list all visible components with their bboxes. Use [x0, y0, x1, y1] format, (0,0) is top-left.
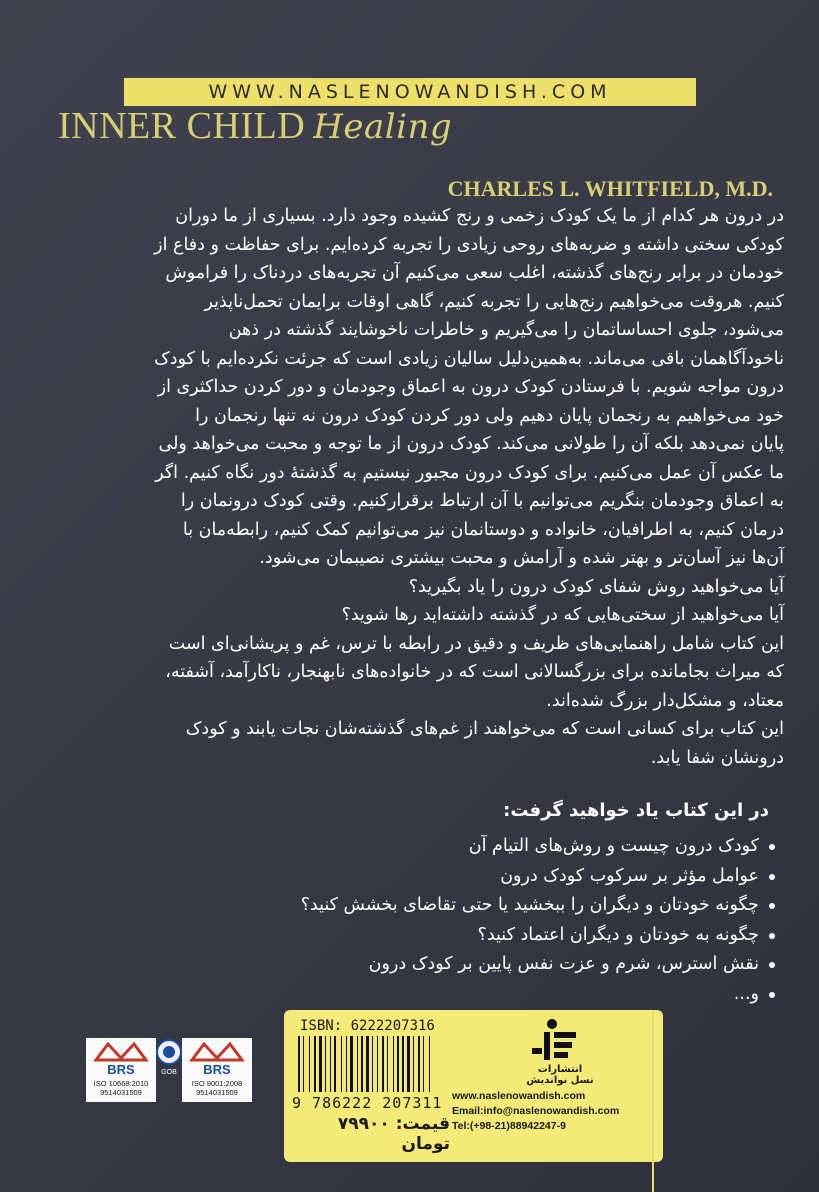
barcode-bar	[361, 1036, 363, 1092]
barcode-bar	[350, 1036, 353, 1092]
title-main: INNER CHILD	[58, 105, 306, 147]
list-item: عوامل مؤثر بر سرکوب کودک درون	[177, 862, 777, 892]
barcode-bar	[429, 1036, 430, 1092]
website-banner: WWW.NASLENOWANDISH.COM	[124, 78, 696, 106]
blurb-line: کنیم. هروقت می‌خواهیم رنج‌هایی را تجربه کنیم، گاهی اوقات برایمان تحمل‌ناپذیر	[204, 291, 784, 312]
brs-logo-icon	[86, 1038, 156, 1078]
badge-standard: ISO 9001:2008	[191, 1079, 243, 1088]
blurb-line: خودمان در برابر رنج‌های گذشته، اغلب سعی می‌کنیم آن تجربه‌های دردناک را فراموش	[165, 263, 784, 283]
barcode	[298, 1036, 448, 1092]
list-item: چگونه خودتان و دیگران را ببخشید یا حتی تقاضای بخشش کنید؟	[177, 891, 777, 921]
publisher-website: www.naslenowandish.com	[452, 1090, 586, 1102]
gob-label: GOB	[161, 1069, 177, 1076]
brs-logo-icon	[182, 1038, 252, 1078]
price-label: قیمت: ۷۹۹۰۰ تومان	[337, 1114, 450, 1154]
barcode-bar	[395, 1036, 396, 1092]
barcode-bar	[400, 1036, 401, 1092]
barcode-bar	[330, 1036, 331, 1092]
barcode-bar	[393, 1036, 394, 1092]
blurb-line: ناخودآگاهمان باقی می‌ماند. به‌همین‌دلیل سالیان زیادی است که جرئت نکرده‌ایم با کودک	[154, 348, 784, 369]
list-item: و...	[177, 980, 777, 1010]
brs-iso-badge-right	[182, 1038, 252, 1102]
publisher-email: Email:info@naslenowandish.com	[452, 1105, 620, 1117]
barcode-bar	[317, 1036, 318, 1092]
brs-iso-badge-left	[86, 1038, 156, 1102]
list-item: نقش استرس، شرم و عزت نفس پایین بر کودک درون	[177, 950, 777, 980]
barcode-bar	[301, 1036, 302, 1092]
learning-list	[177, 832, 777, 1009]
barcode-bar	[421, 1036, 422, 1092]
barcode-bar	[425, 1036, 428, 1092]
barcode-bar	[418, 1036, 420, 1092]
barcode-bar	[413, 1036, 414, 1092]
badge-number: 9514031509	[100, 1088, 142, 1097]
learn-heading: در این کتاب یاد خواهید گرفت:	[503, 800, 769, 821]
blurb-line: آن‌ها نیز آسان‌تر و بهتر شده و آرامش و محبت بیشتری نصیبمان می‌شود.	[259, 548, 784, 568]
publisher-line2: نسل نواندیش	[526, 1075, 594, 1086]
barcode-bar	[323, 1036, 324, 1092]
list-item: چگونه به خودتان و دیگران اعتماد کنید؟	[177, 921, 777, 951]
blurb-line: خود می‌خواهیم به رنجمان پایان دهیم ولی دور کردن کودک درون نه تنها رنجمان را	[195, 405, 784, 426]
barcode-bar	[364, 1036, 365, 1092]
blurb-line: پایان نمی‌دهد بلکه آن را طولانی می‌کند. کودک درون از ما توجه و محبت می‌خواهد ولی	[158, 434, 784, 454]
barcode-bar	[385, 1036, 386, 1092]
gob-seal-icon	[154, 1036, 184, 1076]
isbn-label: ISBN: 6222207316	[300, 1018, 435, 1034]
barcode-bar	[366, 1036, 369, 1092]
blurb-line: درون مواجه شویم. با فرستادن کودک درون به اعماق وجودمان و دور کردن حداکثری از	[157, 377, 784, 397]
barcode-bar	[314, 1036, 316, 1092]
barcode-bar	[389, 1036, 392, 1092]
barcode-bar	[346, 1036, 347, 1092]
blurb-line: کودکی سختی داشته و ضربه‌های روحی زیادی را تجربه کرده‌ایم. برای حفاظت و دفاع از	[154, 234, 784, 255]
barcode-bar	[372, 1036, 373, 1092]
spine-divider	[652, 1010, 654, 1192]
badge-brand: BRS	[107, 1062, 135, 1077]
barcode-bar	[305, 1036, 308, 1092]
barcode-bar	[397, 1036, 399, 1092]
barcode-bar	[402, 1036, 404, 1092]
blurb-line: آیا می‌خواهید روش شفای کودک درون را یاد بگیرید؟	[408, 576, 784, 597]
blurb-line: می‌شود، جلوی احساساتمان را می‌گیریم و خاطرات ناخوشایند گذشته در ذهن	[228, 320, 784, 340]
publisher-logo-icon	[518, 1018, 598, 1064]
blurb-line: درمان کنیم، به اطرافیان، خانواده و دوستانمان نیز می‌توانیم کمک کنیم، رابطه‌مان با	[182, 519, 784, 540]
book-title	[58, 104, 452, 148]
barcode-bar	[382, 1036, 384, 1092]
barcode-bar	[374, 1036, 376, 1092]
blurb-line: به اعماق وجودمان بنگریم می‌توانیم با آن ارتباط برقرارکنیم. وقتی کودک درونمان را	[180, 491, 784, 511]
publisher-phone: Tel:(+98-21)88942247-9	[452, 1120, 566, 1132]
publisher-name	[515, 1064, 605, 1086]
barcode-bar	[379, 1036, 381, 1092]
barcode-number: 9 786222 207311	[292, 1094, 443, 1112]
publisher-line1: انتشارات	[537, 1064, 583, 1075]
blurb-line: ما عکس آن عمل می‌کنیم. برای کودک درون مجبور نیستیم به گذشتهٔ دور نگاه کنیم. اگر	[155, 462, 784, 483]
list-item: کودک درون چیست و روش‌های التیام آن	[177, 832, 777, 862]
barcode-bar	[423, 1036, 424, 1092]
barcode-bar	[303, 1036, 304, 1092]
barcode-bar	[341, 1036, 342, 1092]
barcode-bar	[370, 1036, 371, 1092]
badge-standard: ISO 10668:2010	[93, 1079, 149, 1088]
badge-brand: BRS	[203, 1062, 231, 1077]
barcode-bar	[343, 1036, 345, 1092]
blurb-line: درونشان شفا یابد.	[650, 747, 784, 768]
barcode-bar	[325, 1036, 326, 1092]
barcode-bar	[377, 1036, 378, 1092]
publisher-contact	[452, 1089, 652, 1134]
barcode-bar	[387, 1036, 388, 1092]
blurb-line: آیا می‌خواهید از سختی‌هایی که در گذشته داشته‌اید رها شوید؟	[341, 605, 784, 625]
barcode-bar	[337, 1036, 340, 1092]
barcode-bar	[405, 1036, 406, 1092]
barcode-bar	[357, 1036, 358, 1092]
barcode-bar	[319, 1036, 322, 1092]
barcode-bar	[334, 1036, 336, 1092]
blurb-line: که میراث بجامانده برای بزرگسالانی است که در خانواده‌های نابهنجار، ناکارآمد، آشفته،	[165, 662, 784, 682]
blurb-line: این کتاب برای کسانی است که می‌خواهند از غم‌های گذشته‌شان نجات یابند و کودک	[185, 719, 784, 739]
badge-number: 9514031509	[196, 1088, 238, 1097]
blurb-text	[36, 202, 784, 772]
barcode-bar	[309, 1036, 310, 1092]
blurb-line: معتاد، و مشکل‌دار بزرگ شده‌اند.	[546, 690, 784, 711]
barcode-bar	[415, 1036, 417, 1092]
author-name: CHARLES L. WHITFIELD, M.D.	[447, 176, 773, 201]
barcode-bar	[348, 1036, 349, 1092]
barcode-bar	[407, 1036, 410, 1092]
barcode-bar	[311, 1036, 313, 1092]
blurb-line: این کتاب شامل راهنمایی‌های ظریف و دقیق در رابطه با ترس، غم و پریشانی‌ای است	[168, 633, 784, 654]
barcode-bar	[327, 1036, 329, 1092]
barcode-bar	[431, 1036, 433, 1092]
barcode-bar	[411, 1036, 412, 1092]
barcode-bar	[359, 1036, 360, 1092]
barcode-bar	[298, 1036, 300, 1092]
barcode-bar	[354, 1036, 356, 1092]
blurb-line: در درون هر کدام از ما یک کودک زخمی و رنج کشیده وجود دارد. بسیاری از ما دوران	[175, 206, 784, 226]
barcode-bar	[332, 1036, 333, 1092]
title-script: Healing	[313, 107, 453, 147]
